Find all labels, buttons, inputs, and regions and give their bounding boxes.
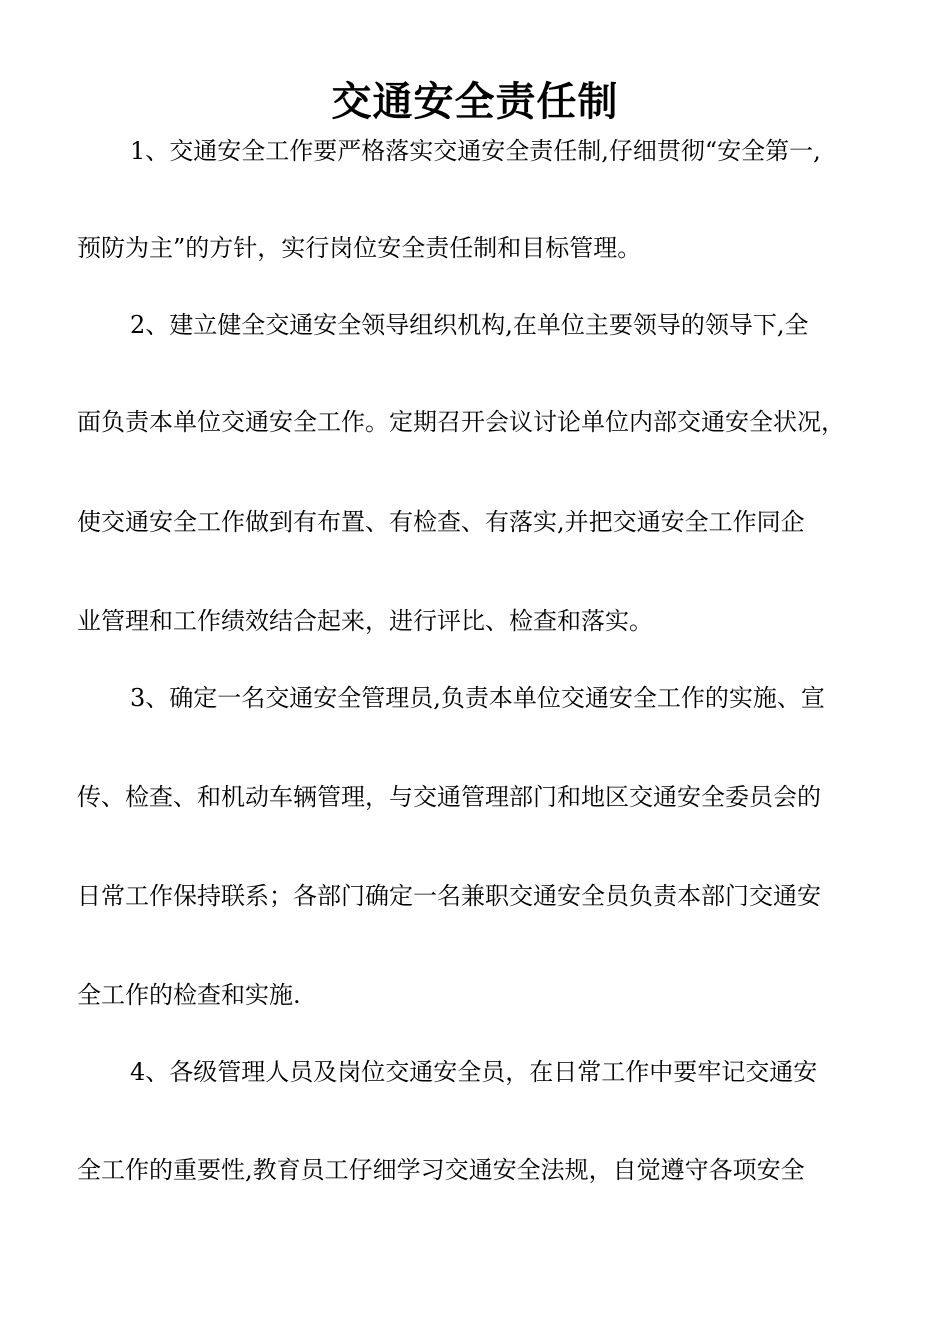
paragraph-2-line-3: 使交通安全工作做到有布置、有检查、有落实,并把交通安全工作同企 — [77, 508, 805, 536]
paragraph-3-line-1: 3、确定一名交通安全管理员,负责本单位交通安全工作的实施、宣 — [130, 684, 825, 712]
paragraph-2-line-4: 业管理和工作绩效结合起来，进行评比、检查和落实。 — [77, 607, 653, 635]
document-title: 交通安全责任制 — [331, 79, 619, 125]
paragraph-3-line-2: 传、检查、和机动车辆管理，与交通管理部门和地区交通安全委员会的 — [77, 783, 821, 811]
paragraph-3-line-4: 全工作的检查和实施. — [77, 981, 301, 1009]
paragraph-2-line-1: 2、建立健全交通安全领导组织机构,在单位主要领导的领导下,全 — [130, 311, 809, 339]
paragraph-1-line-2: 预防为主”的方针，实行岗位安全责任制和目标管理。 — [77, 234, 642, 262]
paragraph-2-line-2: 面负责本单位交通安全工作。定期召开会议讨论单位内部交通安全状况， — [77, 408, 845, 436]
paragraph-4-line-2: 全工作的重要性,教育员工仔细学习交通安全法规，自觉遵守各项安全 — [77, 1156, 805, 1184]
paragraph-3-line-3: 日常工作保持联系；各部门确定一名兼职交通安全员负责本部门交通安 — [77, 882, 821, 910]
paragraph-4-line-1: 4、各级管理人员及岗位交通安全员，在日常工作中要牢记交通安 — [130, 1058, 818, 1086]
paragraph-1-line-1: 1、交通安全工作要严格落实交通安全责任制,仔细贯彻“安全第一, — [130, 137, 821, 165]
